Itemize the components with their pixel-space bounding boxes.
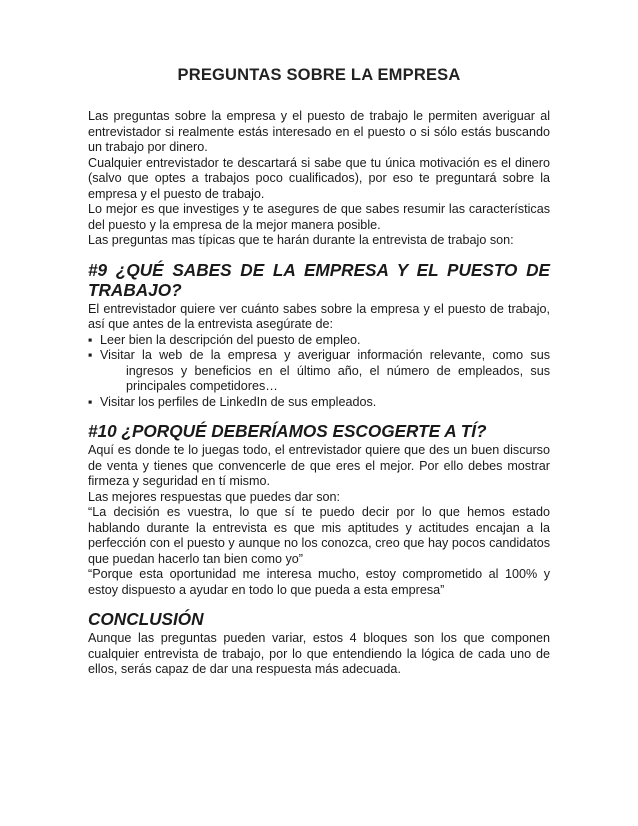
intro-paragraph: Lo mejor es que investiges y te asegures de que sabes resumir las características del puesto y la empresa de la mejor manera posible. — [88, 202, 550, 232]
section-9-heading: #9 ¿QUÉ SABES DE LA EMPRESA Y EL PUESTO DE TRABAJO? — [88, 259, 550, 300]
section-9-intro: El entrevistador quiere ver cuánto sabes sobre la empresa y el puesto de trabajo, así que antes de la entrevista asegúrate de: — [88, 301, 550, 331]
bullet-icon: ▪ — [88, 394, 93, 409]
page-title: PREGUNTAS SOBRE LA EMPRESA — [177, 66, 461, 84]
section-10-heading: #10 ¿PORQUÉ DEBERÍAMOS ESCOGERTE A TÍ? — [88, 421, 487, 441]
bullet-icon: ▪ — [88, 348, 93, 362]
list-item: ▪ Visitar la web de la empresa y averiguar información relevante, como sus ingresos y beneficios en el último año, el número de empleados, sus principales competidores… — [88, 348, 550, 393]
section-10-paragraph: Las mejores respuestas que puedes dar son: — [88, 489, 341, 504]
intro-paragraph: Las preguntas sobre la empresa y el puesto de trabajo le permiten averiguar al entrevistador si realmente estás interesado en el puesto o si sólo estás buscando un trabajo por dinero. — [88, 109, 550, 154]
section-10-quote: “Porque esta oportunidad me interesa mucho, estoy comprometido al 100% y estoy dispuesto a ayudar en todo lo que pueda a esta empresa” — [88, 567, 550, 597]
section-9-list — [88, 333, 550, 411]
bullet-icon: ▪ — [88, 332, 93, 347]
section-10-paragraph: Aquí es donde te lo juegas todo, el entrevistador quiere que des un buen discurso de venta y tienes que convencerle de que eres el mejor. Por ello debes mostrar firmeza y seguridad en tí mismo. — [88, 443, 550, 488]
conclusion-heading: CONCLUSIÓN — [88, 609, 204, 629]
document-page — [88, 66, 550, 678]
conclusion-paragraph: Aunque las preguntas pueden variar, estos 4 bloques son los que componen cualquier entrevista de trabajo, por lo que entendiendo la lógica de cada uno de ellos, serás capaz de dar una respuesta más adecuada. — [88, 631, 550, 676]
section-10-quote: “La decisión es vuestra, lo que sí te puedo decir por lo que hemos estado hablando durante la entrevista es que mis aptitudes y actitudes encajan a la perfección con el puesto y aunque no los conozca, creo que hay pocos candidatos que puedan hacerlo tan bien como yo” — [88, 505, 550, 566]
intro-paragraph: Cualquier entrevistador te descartará si sabe que tu única motivación es el dinero (salvo que optes a trabajos poco cualificados), por eso te preguntará sobre la empresa y el puesto de trabajo. — [88, 155, 550, 201]
intro-paragraph: Las preguntas mas típicas que te harán durante la entrevista de trabajo son: — [88, 233, 514, 247]
list-item: ▪ Visitar los perfiles de LinkedIn de sus empleados. — [88, 394, 377, 409]
list-item: ▪ Leer bien la descripción del puesto de empleo. — [88, 332, 361, 347]
